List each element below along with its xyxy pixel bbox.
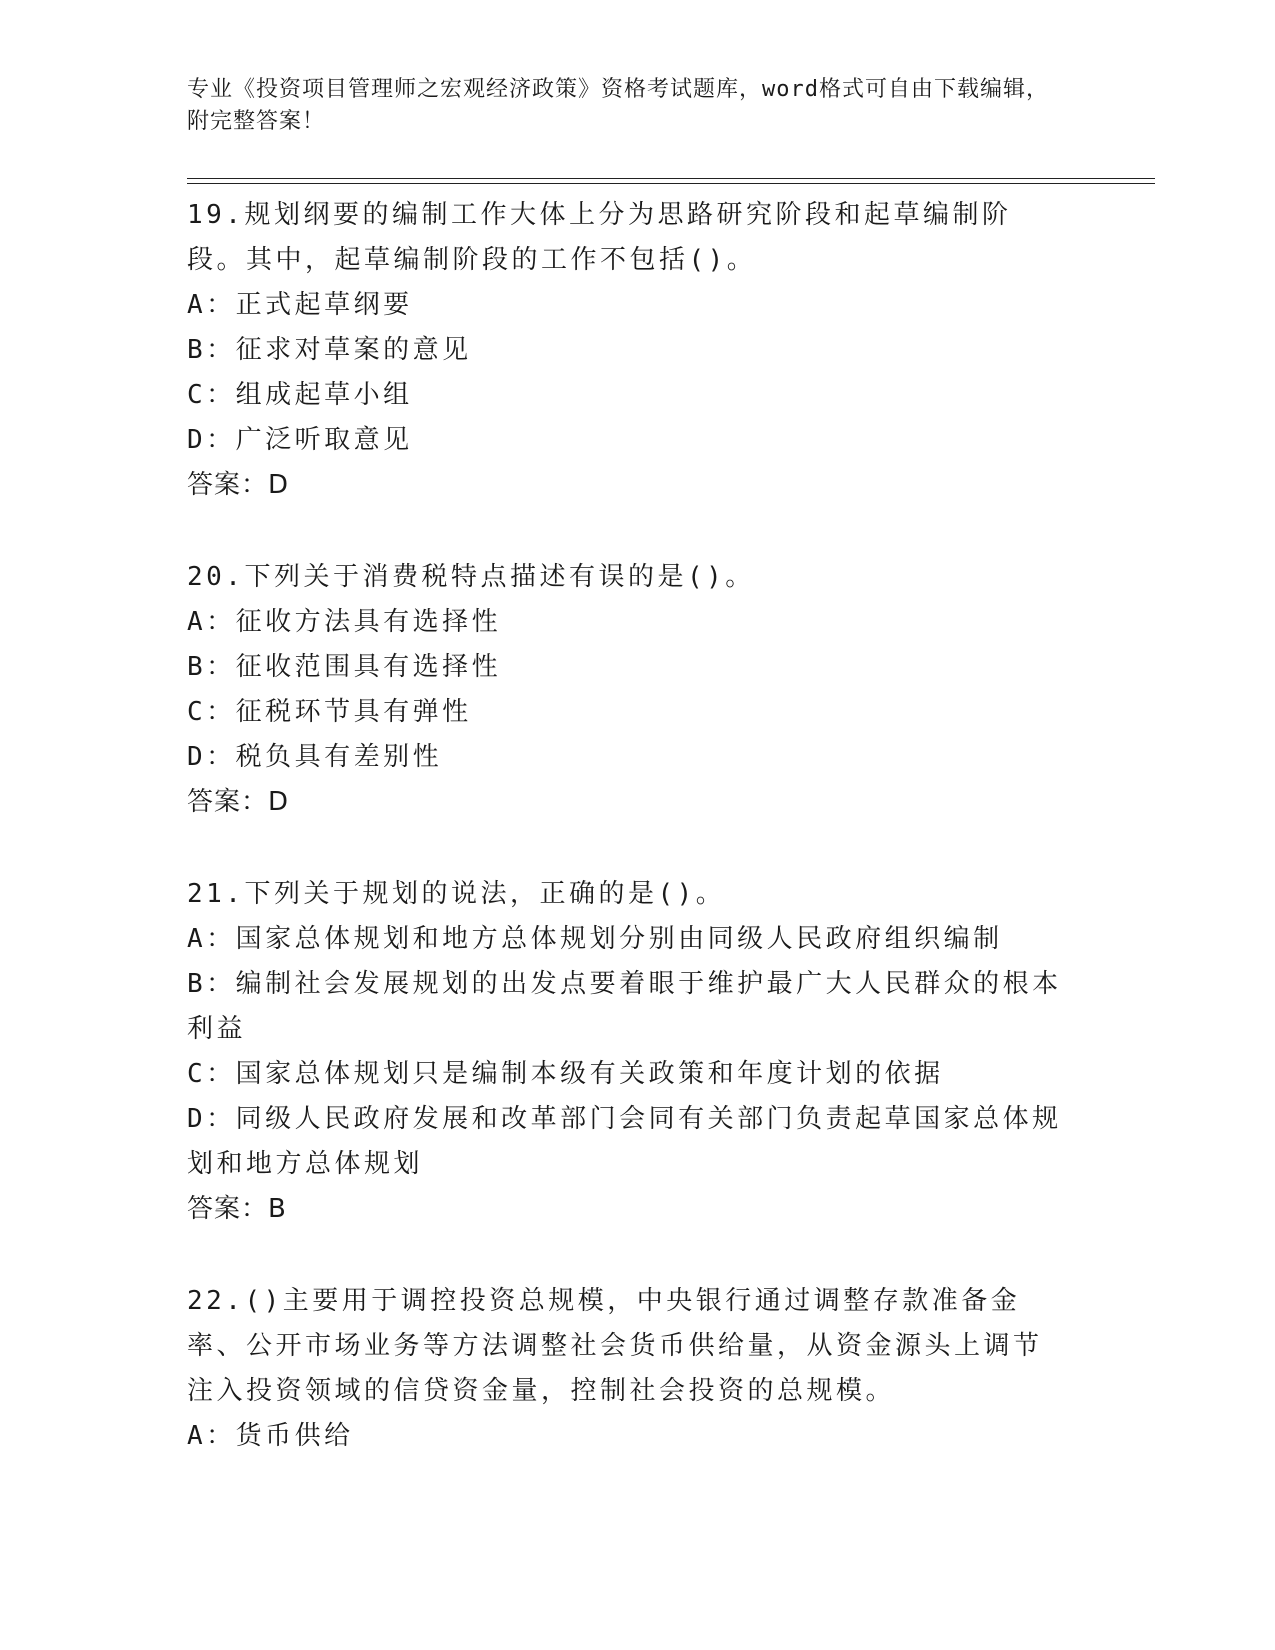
question-stem: 21.下列关于规划的说法，正确的是()。 xyxy=(187,879,726,909)
option-c: C：国家总体规划只是编制本级有关政策和年度计划的依据 xyxy=(187,1059,944,1089)
option-d: D：同级人民政府发展和改革部门会同有关部门负责起草国家总体规划和地方总体规划 xyxy=(187,1104,1062,1179)
question-21 xyxy=(187,872,1067,1232)
option-d: D：税负具有差别性 xyxy=(187,742,443,772)
document-header: 专业《投资项目管理师之宏观经济政策》资格考试题库，word格式可自由下载编辑，附完整答案！ xyxy=(187,77,1049,134)
answer-line: 答案：B xyxy=(187,1194,287,1224)
question-22 xyxy=(187,1279,1067,1459)
option-a: A：国家总体规划和地方总体规划分别由同级人民政府组织编制 xyxy=(187,924,1003,954)
option-c: C：征税环节具有弹性 xyxy=(187,697,472,727)
header-divider-bottom xyxy=(187,183,1155,184)
option-b: B：编制社会发展规划的出发点要着眼于维护最广大人民群众的根本利益 xyxy=(187,969,1062,1044)
option-c: C：组成起草小组 xyxy=(187,380,413,410)
option-a: A：征收方法具有选择性 xyxy=(187,607,502,637)
answer-line: 答案：D xyxy=(187,470,290,500)
option-b: B：征收范围具有选择性 xyxy=(187,652,502,682)
question-list xyxy=(187,193,1067,1506)
question-stem: 20.下列关于消费税特点描述有误的是()。 xyxy=(187,562,755,592)
option-a: A：正式起草纲要 xyxy=(187,290,413,320)
option-b: B：征求对草案的意见 xyxy=(187,335,472,365)
question-20 xyxy=(187,555,1067,825)
question-stem: 22.()主要用于调控投资总规模，中央银行通过调整存款准备金率、公开市场业务等方法调整社会货币供给量，从资金源头上调节注入投资领域的信贷资金量，控制社会投资的总规模。 xyxy=(187,1286,1043,1406)
header-divider-top xyxy=(187,178,1155,179)
option-a: A：货币供给 xyxy=(187,1421,354,1451)
question-stem: 19.规划纲要的编制工作大体上分为思路研究阶段和起草编制阶段。其中，起草编制阶段的工作不包括()。 xyxy=(187,200,1012,275)
question-19 xyxy=(187,193,1067,508)
answer-line: 答案：D xyxy=(187,787,290,817)
option-d: D：广泛听取意见 xyxy=(187,425,413,455)
